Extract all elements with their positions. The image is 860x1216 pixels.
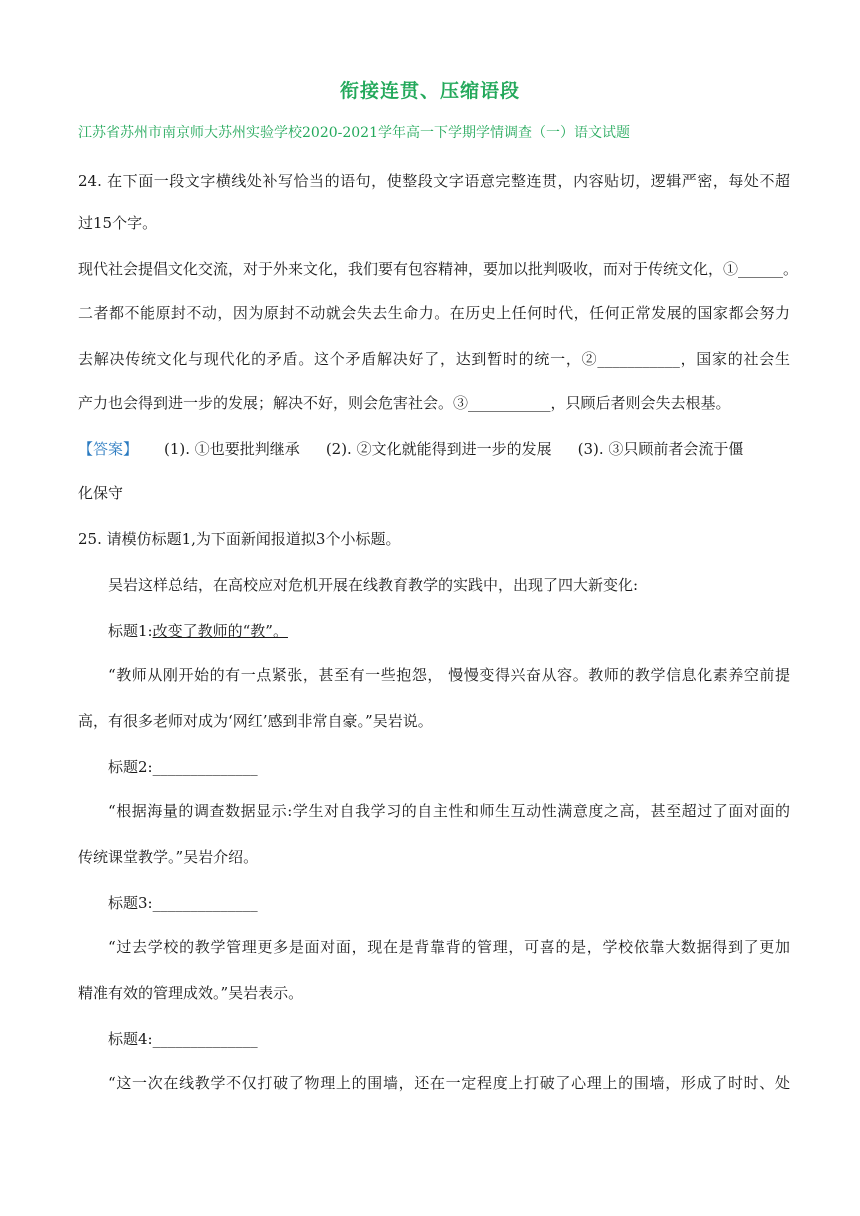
q25-prompt: 25. 请模仿标题1,为下面新闻报道拟3个小标题。 (78, 530, 401, 548)
q25-heading-2: 标题2:______________ (108, 758, 258, 776)
answer-item-3: (3). ③只顾前者会流于僵 (577, 440, 744, 458)
answer-item-2: (2). ②文化就能得到进一步的发展 (325, 440, 552, 458)
q24-passage-line4: 产力也会得到进一步的发展；解决不好，则会危害社会。③___________，只顾后者则会失去根基。 (78, 394, 731, 412)
q24-answer (78, 438, 790, 460)
q24-prompt-line1: 24. 在下面一段文字横线处补写恰当的语句，使整段文字语意完整连贯，内容贴切，逻辑严密，每处不超 (78, 172, 790, 190)
q25-para4-line1: “这一次在线教学不仅打破了物理上的围墙，还在一定程度上打破了心理上的围墙，形成了时时、处 (108, 1074, 790, 1092)
heading-1-label: 标题1: (108, 622, 153, 640)
q24-passage-line3: 去解决传统文化与现代化的矛盾。这个矛盾解决好了，达到暂时的统一，②___________，国家的社会生 (78, 350, 790, 368)
q24-answer-cont: 化保守 (78, 484, 124, 502)
answer-item-1: (1). ①也要批判继承 (164, 440, 300, 458)
q25-heading-1 (108, 620, 820, 642)
page-title: 衔接连贯、压缩语段 (339, 80, 520, 102)
answer-label: 【答案】 (78, 440, 139, 458)
source-line: 江苏省苏州市南京师大苏州实验学校2020-2021学年高一下学期学情调查（一）语文试题 (78, 125, 630, 141)
q25-intro: 吴岩这样总结，在高校应对危机开展在线教育教学的实践中，出现了四大新变化: (108, 576, 639, 594)
q25-heading-4: 标题4:______________ (108, 1030, 258, 1048)
q25-heading-3: 标题3:______________ (108, 894, 258, 912)
q24-passage-line2: 二者都不能原封不动，因为原封不动就会失去生命力。在历史上任何时代，任何正常发展的国家都会努力 (78, 304, 790, 322)
heading-1-text: 改变了教师的“教”。 (152, 622, 288, 640)
q25-para1-line1: “教师从刚开始的有一点紧张，甚至有一些抱怨， 慢慢变得兴奋从容。教师的教学信息化素养空前提 (108, 666, 790, 684)
q25-para2-line1: “根据海量的调查数据显示:学生对自我学习的自主性和师生互动性满意度之高，甚至超过了面对面的 (108, 802, 790, 820)
q25-para3-line2: 精准有效的管理成效。”吴岩表示。 (78, 984, 304, 1002)
q25-para1-line2: 高，有很多老师对成为‘网红’感到非常自豪。”吴岩说。 (78, 712, 433, 730)
q25-para2-line2: 传统课堂教学。”吴岩介绍。 (78, 848, 259, 866)
q24-prompt-line2: 过15个字。 (78, 214, 158, 232)
q25-para3-line1: “过去学校的教学管理更多是面对面，现在是背靠背的管理，可喜的是，学校依靠大数据得到了更加 (108, 938, 790, 956)
q24-passage-line1: 现代社会提倡文化交流，对于外来文化，我们要有包容精神，要加以批判吸收，而对于传统文化，①______。 (78, 260, 799, 278)
